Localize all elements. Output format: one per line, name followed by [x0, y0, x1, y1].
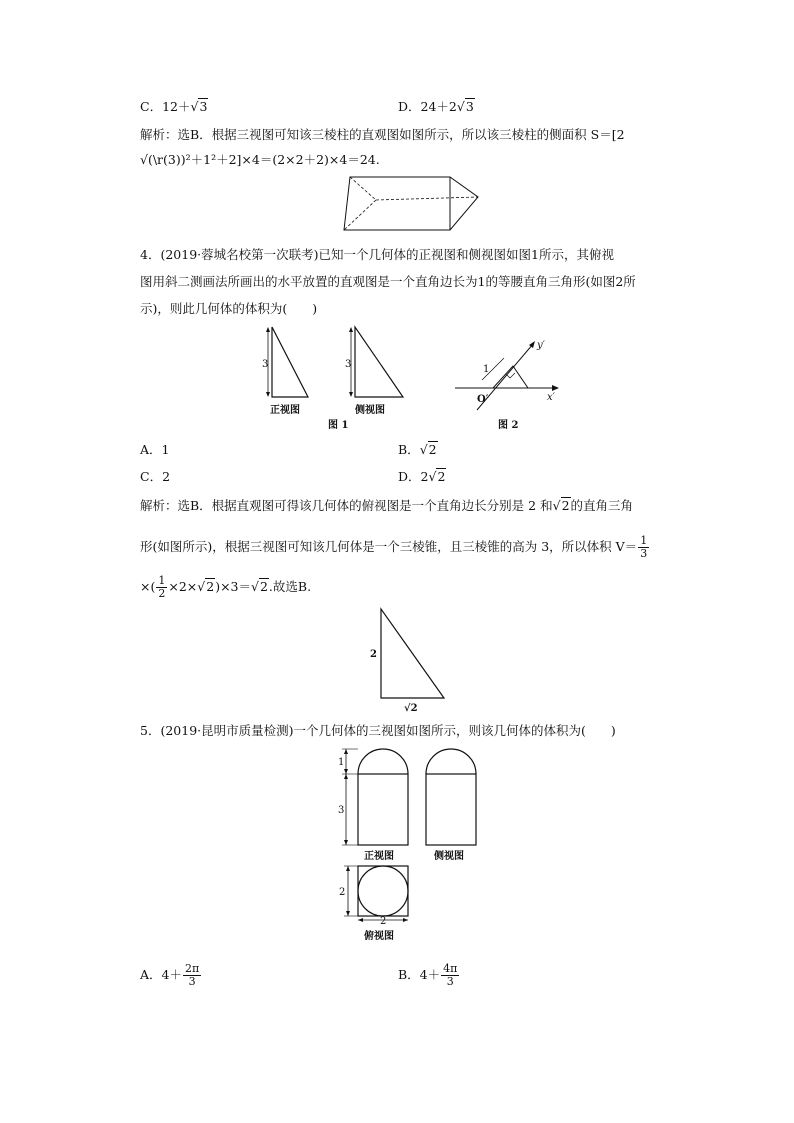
- q4-sol-l1-a: 解析：选B．根据直观图可得该几何体的俯视图是一个直角边长分别是 2 和: [140, 498, 553, 513]
- frac-numerator: 1: [158, 574, 166, 587]
- q4-fig2-one: 1: [483, 364, 490, 375]
- q5-dim-3: 3: [338, 805, 345, 816]
- sqrt-sign: √: [419, 442, 428, 457]
- q3-option-c: [140, 99, 208, 115]
- q4-sol-l3-c: )×3＝: [215, 579, 251, 594]
- q4-tri-base-label: √2: [404, 703, 418, 714]
- q5-option-b: [398, 960, 460, 990]
- q5-top-label: 俯视图: [364, 931, 394, 942]
- q3-solution-line1: 解析：选B．根据三视图可知该三棱柱的直观图如图所示，所以该三棱柱的侧面积 S＝[2: [140, 127, 625, 142]
- q4-solution-line3: [140, 572, 311, 602]
- q5-option-a: [140, 960, 202, 990]
- q4-stem-line1: 4．(2019·蓉城名校第一次联考)已知一个几何体的正视图和侧视图如图1所示，其俯视: [140, 247, 614, 262]
- q4-front-view: [262, 325, 322, 417]
- frac-numerator: 4π: [443, 962, 458, 975]
- q5-front-label: 正视图: [364, 851, 394, 862]
- q3-solution-line2: √(\r(3))²＋1²＋2]×4＝(2×2＋2)×4＝24.: [140, 152, 380, 167]
- q4-sol-l3-d: .故选B.: [268, 579, 312, 594]
- sqrt-sign: √: [251, 579, 259, 594]
- q4-fig2-y: y′: [537, 340, 545, 351]
- q4-sol-l2-text: 形(如图所示)，根据三视图可知该几何体是一个三棱锥，且三棱锥的高为 3，所以体积 V＝: [140, 539, 638, 554]
- frac-numerator: 2π: [184, 962, 200, 975]
- q3-option-d: [398, 99, 475, 115]
- q4-fig2-origin: O′: [477, 394, 489, 405]
- q4-stem-line2: 图用斜二测画法所画出的水平放置的直观图是一个直角边长为1的等腰直角三角形(如图2所: [140, 274, 636, 289]
- q4-front-height-label: 3: [262, 359, 269, 370]
- q5-stem: 5．(2019·昆明市质量检测)一个几何体的三视图如图所示，则该几何体的体积为( ): [140, 723, 616, 738]
- frac-denominator: 2: [158, 587, 166, 600]
- q4-option-d-prefix: D．2: [398, 469, 429, 484]
- q5-option-b-frac: [441, 963, 459, 988]
- q5-option-a-frac: [183, 963, 201, 988]
- q3-prism-figure: [340, 172, 490, 234]
- q4-option-a: A．1: [140, 442, 170, 457]
- q4-tri-side-label: 2: [370, 649, 377, 660]
- q4-option-c: C．2: [140, 469, 171, 484]
- q5-front-view: [336, 745, 416, 865]
- q4-fig2-x: x′: [547, 392, 555, 403]
- frac-numerator: 1: [640, 534, 648, 547]
- q4-solution-line2: [140, 532, 650, 562]
- q4-sol-l3-rad2: 2: [259, 579, 268, 594]
- q4-fig1-caption: 图 1: [328, 420, 349, 431]
- q3-option-c-prefix: C．12＋: [140, 99, 191, 114]
- q4-sol-l1-b: 的直角三角: [570, 498, 634, 513]
- q5-option-a-prefix: A．4＋: [140, 967, 182, 982]
- q5-dim-1: 1: [338, 757, 345, 768]
- sqrt-sign: √: [428, 469, 437, 484]
- q4-sol-l1-rad: 2: [561, 498, 570, 513]
- q5-dim-2-vertical: 2: [339, 887, 346, 898]
- frac-denominator: 3: [640, 547, 648, 560]
- q4-option-d: [398, 469, 446, 485]
- q4-sol-l3-a: ×(: [140, 579, 156, 594]
- q4-option-d-radicand: 2: [437, 469, 446, 484]
- q4-sol-l3-b: ×2×: [168, 579, 198, 594]
- q5-side-label: 侧视图: [434, 851, 464, 862]
- q3-option-d-prefix: D．24＋2: [398, 99, 457, 114]
- q4-sol-l3-rad: 2: [206, 579, 215, 594]
- q4-frac-half: [156, 575, 167, 600]
- sqrt-sign: √: [190, 99, 199, 114]
- q5-top-view: [336, 862, 416, 944]
- q4-side-view-label: 侧视图: [355, 405, 385, 416]
- frac-denominator: 3: [446, 975, 454, 988]
- q4-option-b-prefix: B．: [398, 442, 420, 457]
- q4-side-height-label: 3: [345, 359, 352, 370]
- q4-front-view-label: 正视图: [270, 405, 300, 416]
- q4-stem-line3: 示)，则此几何体的体积为( ): [140, 301, 318, 316]
- q4-solution-line1: [140, 498, 633, 514]
- q5-side-view: [420, 745, 490, 865]
- q3-option-c-radicand: 3: [199, 99, 208, 114]
- sqrt-sign: √: [197, 579, 206, 594]
- sqrt-sign: √: [456, 99, 465, 114]
- q5-option-b-prefix: B．4＋: [398, 967, 441, 982]
- frac-denominator: 3: [188, 975, 196, 988]
- q5-dim-2-horizontal: 2: [380, 916, 387, 927]
- q4-option-b: [398, 442, 438, 458]
- q4-fig2-oblique: [455, 338, 565, 418]
- q3-option-d-radicand: 3: [465, 99, 474, 114]
- q4-option-b-radicand: 2: [428, 442, 437, 457]
- q4-top-view-triangle: [368, 605, 458, 715]
- q4-side-view: [345, 325, 415, 417]
- q4-fig2-caption: 图 2: [498, 420, 519, 431]
- sqrt-sign: √: [552, 498, 561, 513]
- q4-frac-one-third: [638, 535, 649, 560]
